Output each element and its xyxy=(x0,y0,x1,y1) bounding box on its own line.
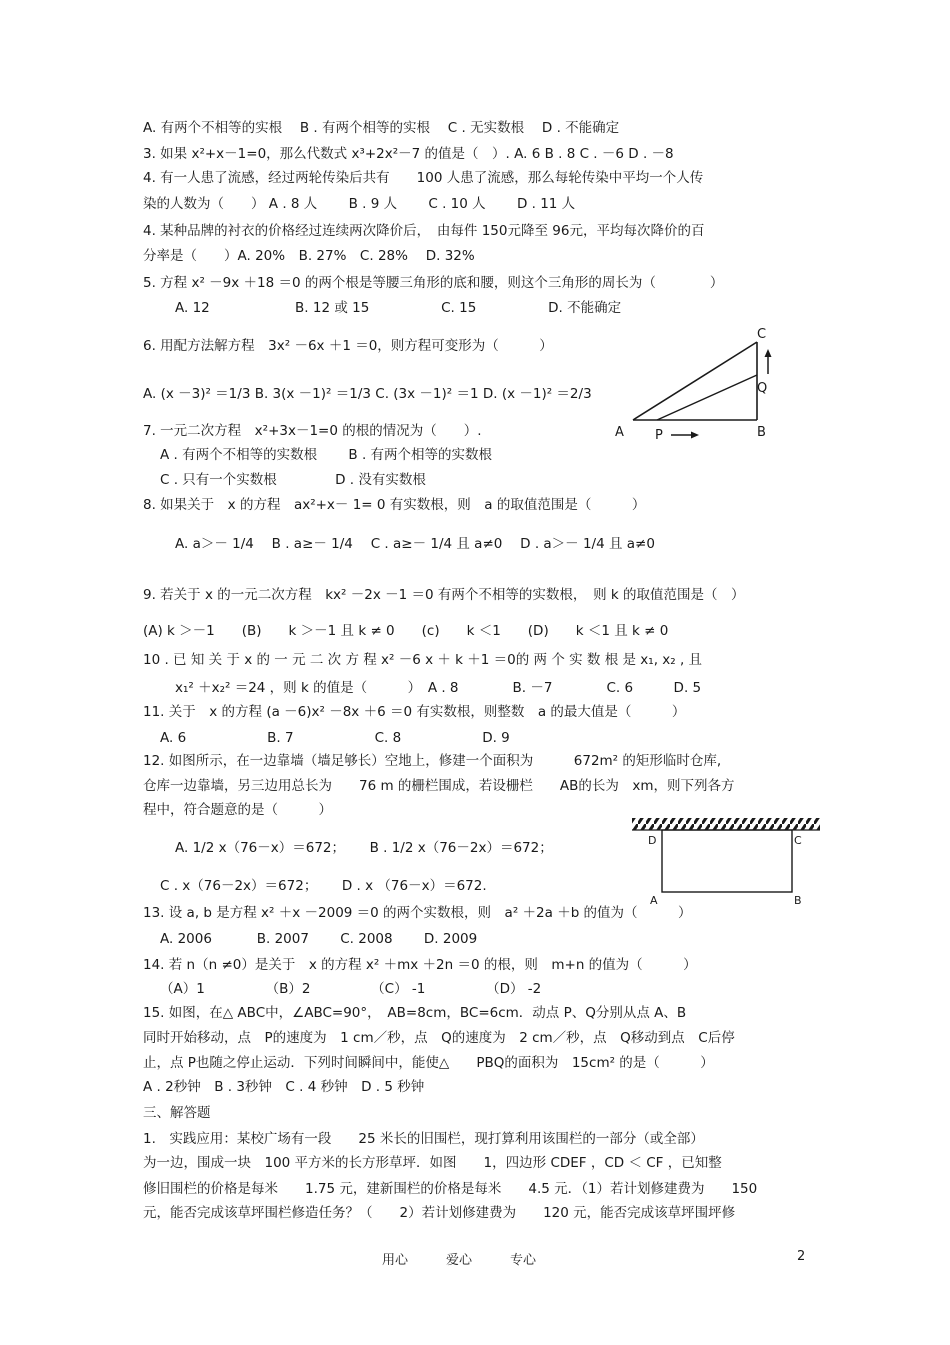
label-a: A xyxy=(615,425,624,440)
question-14: 14. 若 n（n ≠0）是关于 x 的方程 x² ＋mx ＋2n ＝0 的根，则 m+n 的值为（ ） xyxy=(143,957,697,973)
question-4b-line1: 4. 某种品牌的衬衣的价格经过连续两次降价后， 由每件 150元降至 96元，平均每次降价的百 xyxy=(143,223,705,239)
question-12-line2: 仓库一边靠墙，另三边用总长为 76 m 的栅栏围成，若设栅栏 AB的长为 xm，则下列各方 xyxy=(143,778,735,794)
question-6-options: A. (x －3)² ＝1/3 B. 3(x －1)² ＝1/3 C. (3x －1)² ＝1 D. (x －1)² ＝2/3 xyxy=(143,386,592,402)
question-15-line3: 止，点 P也随之停止运动．下列时间瞬间中，能使△ PBQ的面积为 15cm² 的是（ ） xyxy=(143,1055,714,1071)
question-15-options: A . 2秒钟 B . 3秒钟 C . 4 秒钟 D . 5 秒钟 xyxy=(143,1079,425,1095)
question-11-options: A. 6 B. 7 C. 8 D. 9 xyxy=(160,730,510,746)
question-8: 8. 如果关于 x 的方程 ax²+x－ 1= 0 有实数根，则 a 的取值范围是（ ） xyxy=(143,497,646,513)
label-p: P xyxy=(655,428,663,443)
section-heading: 三、解答题 xyxy=(143,1105,211,1121)
question-5-options: A. 12 B. 12 或 15 C. 15 D. 不能确定 xyxy=(175,300,622,316)
label-b: B xyxy=(757,425,766,440)
question-9-options: (A) k ＞－1 (B) k ＞－1 且 k ≠ 0 (c) k ＜1 (D) k ＜1 且 k ≠ 0 xyxy=(143,623,669,639)
triangle-figure xyxy=(605,322,795,447)
question-12-options-1: A. 1/2 x（76－x）＝672； B . 1/2 x（76－2x）＝672； xyxy=(175,840,553,856)
question-7-options-1: A . 有两个不相等的实数根 B . 有两个相等的实数根 xyxy=(160,447,493,463)
answer-1-line4: 元，能否完成该草坪围栏修造任务？（ 2）若计划修建费为 120 元，能否完成该草坪围坪修 xyxy=(143,1205,736,1221)
footer-text-3: 专心 xyxy=(510,1253,537,1268)
question-12-line3: 程中，符合题意的是（ ） xyxy=(143,802,332,818)
wall xyxy=(632,818,820,830)
answer-1-line3: 修旧围栏的价格是每米 1.75 元，建新围栏的价格是每米 4.5 元．（1）若计划修建费为 150 xyxy=(143,1181,758,1197)
q2-options: A. 有两个不相等的实根 B . 有两个相等的实根 C . 无实数根 D . 不能确定 xyxy=(143,120,620,136)
question-4a-line1: 4. 有一人患了流感，经过两轮传染后共有 100 人患了流感，那么每轮传染中平均一个人传 xyxy=(143,170,704,186)
answer-1-line2: 为一边，围成一块 100 平方米的长方形草坪．如图 1，四边形 CDEF ，CD ＜ CF ，已知整 xyxy=(143,1155,722,1171)
warehouse-rect xyxy=(662,830,792,892)
question-5: 5. 方程 x² －9x ＋18 ＝0 的两个根是等腰三角形的底和腰，则这个三角形的周长为（ ） xyxy=(143,275,724,291)
question-6: 6. 用配方法解方程 3x² －6x ＋1 ＝0，则方程可变形为（ ） xyxy=(143,338,553,354)
question-10-line1: 10 . 已 知 关 于 x 的 一 元 二 次 方 程 x² －6 x ＋ k ＋1 ＝0的 两 个 实 数 根 是 x₁, x₂ , 且 xyxy=(143,652,703,668)
label-d: D xyxy=(648,834,657,847)
question-11: 11. 关于 x 的方程 (a －6)x² －8x ＋6 ＝0 有实数根，则整数 a 的最大值是（ ） xyxy=(143,704,686,720)
label-c: C xyxy=(794,834,802,847)
label-q: Q xyxy=(757,381,768,396)
question-3: 3. 如果 x²+x－1=0，那么代数式 x³+2x²－7 的值是（ ）. A. 6 B . 8 C . －6 D . －8 xyxy=(143,146,674,162)
question-7-options-2: C . 只有一个实数根 D . 没有实数根 xyxy=(160,472,426,488)
footer-text-1: 用心 xyxy=(382,1253,409,1268)
question-13-options: A. 2006 B. 2007 C. 2008 D. 2009 xyxy=(160,931,478,947)
label-b: B xyxy=(794,894,802,907)
question-13: 13. 设 a, b 是方程 x² ＋x －2009 ＝0 的两个实数根，则 a² ＋2a ＋b 的值为（ ） xyxy=(143,905,692,921)
page-number: 2 xyxy=(797,1249,806,1264)
label-a: A xyxy=(650,894,658,907)
question-14-options: （A）1 （B）2 （C） -1 （D） -2 xyxy=(160,981,542,997)
question-12-line1: 12. 如图所示，在一边靠墙（墙足够长）空地上，修建一个面积为 672m² 的矩形临时仓库, xyxy=(143,753,722,769)
question-12-options-2: C . x（76－2x）＝672； D . x （76－x）＝672. xyxy=(160,878,487,894)
question-4a-line2: 染的人数为（ ） A . 8 人 B . 9 人 C . 10 人 D . 11 人 xyxy=(143,196,576,212)
question-10-line2: x₁² ＋x₂² ＝24 ，则 k 的值是（ ） A . 8 B. －7 C. 6 D. 5 xyxy=(175,680,702,696)
warehouse-figure xyxy=(630,812,822,908)
question-8-options: A. a＞－ 1/4 B . a≥－ 1/4 C . a≥－ 1/4 且 a≠0 D . a＞－ 1/4 且 a≠0 xyxy=(175,536,655,552)
question-15-line1: 15. 如图，在△ ABC中，∠ABC=90°， AB=8cm，BC=6cm．动点 P、Q分别从点 A、B xyxy=(143,1005,687,1021)
question-9: 9. 若关于 x 的一元二次方程 kx² －2x －1 ＝0 有两个不相等的实数根， 则 k 的取值范围是（ ） xyxy=(143,587,745,603)
footer-text-2: 爱心 xyxy=(446,1253,473,1268)
question-15-line2: 同时开始移动，点 P的速度为 1 cm／秒，点 Q的速度为 2 cm／秒，点 Q移动到点 C后停 xyxy=(143,1030,735,1046)
question-7: 7. 一元二次方程 x²+3x－1=0 的根的情况为（ ）. xyxy=(143,423,482,439)
answer-1-line1: 1. 实践应用：某校广场有一段 25 米长的旧围栏，现打算利用该围栏的一部分（或全部） xyxy=(143,1131,704,1147)
question-4b-line2: 分率是（ ）A. 20% B. 27% C. 28% D. 32% xyxy=(143,248,475,264)
label-c: C xyxy=(757,327,767,342)
